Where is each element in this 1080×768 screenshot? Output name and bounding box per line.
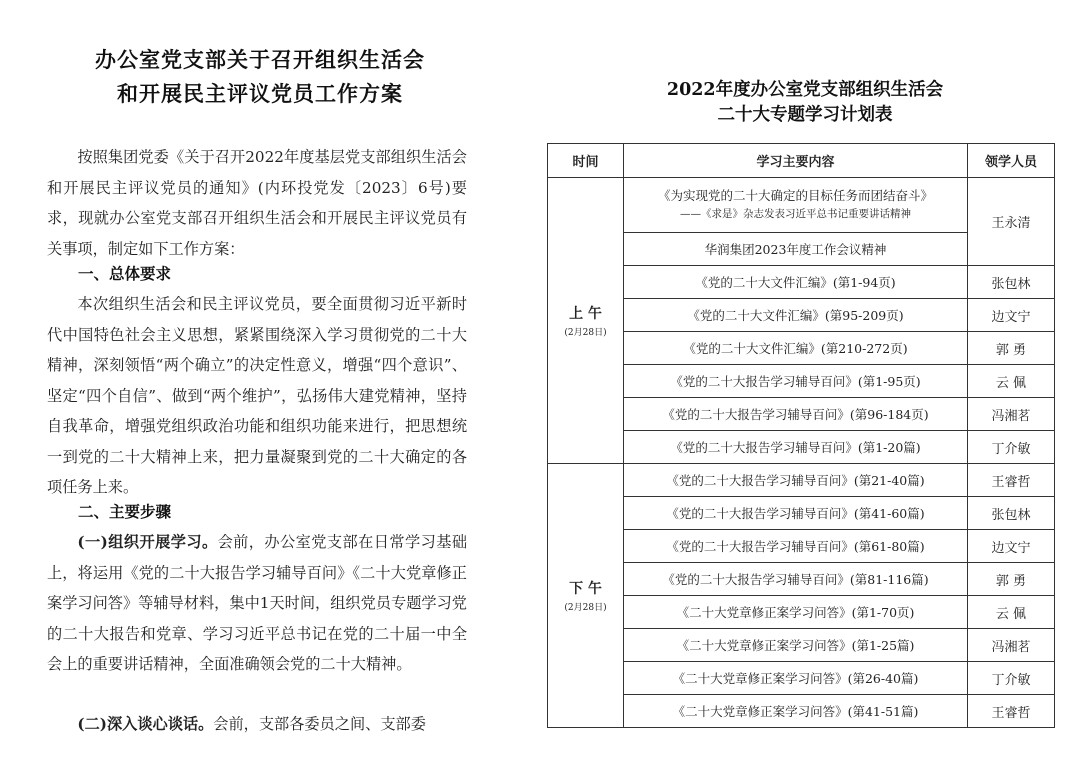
step2-text: 会前，支部各委员之间、支部委 [213,715,426,733]
leader-cell: 边文宁 [968,530,1055,563]
table-row [548,629,1055,662]
work-plan-document [0,0,520,768]
step2-paragraph [47,709,467,740]
content-cell: 《二十大党章修正案学习问答》(第1-70页) [624,596,968,629]
content-cell: 《党的二十大文件汇编》(第210-272页) [624,332,968,365]
plan-title-line2: 二十大专题学习计划表 [717,105,893,125]
table-row [548,178,1055,233]
intro-paragraph: 按照集团党委《关于召开2022年度基层党支部组织生活会和开展民主评议党员的通知》(内环投党发〔2023〕6号)要求，现就办公室党支部召开组织生活会和开展民主评议党员有关事项，制定如下工作方案： [47,148,467,258]
row1-sub-text: ——《求是》杂志发表习近平总书记重要讲话精神 [680,208,911,220]
content-cell [624,178,968,233]
morning-time-cell [548,178,624,464]
content-cell: 《党的二十大文件汇编》(第95-209页) [624,299,968,332]
leader-cell: 云 佩 [968,365,1055,398]
content-cell: 《党的二十大报告学习辅导百问》(第21-40篇) [624,464,968,497]
study-plan-table [547,143,1055,728]
table-row [548,398,1055,431]
table-row [548,431,1055,464]
morning-date: (2月28日) [564,328,607,338]
step1-text: 会前，办公室党支部在日常学习基础上，将运用《党的二十大报告学习辅导百问》《二十大党章修正案学习问答》等辅导材料，集中1天时间，组织党员专题学习党的二十大报告和党章、学习习近平总书记在党的二十届一中全会上的重要讲话精神，全面准确领会党的二十大精神。 [47,533,468,673]
content-cell: 《党的二十大报告学习辅导百问》(第41-60篇) [624,497,968,530]
header-time: 时间 [548,144,624,178]
content-cell: 《二十大党章修正案学习问答》(第1-25篇) [624,629,968,662]
leader-cell: 边文宁 [968,299,1055,332]
header-leader: 领学人员 [968,144,1055,178]
content-cell: 《党的二十大报告学习辅导百问》(第1-95页) [624,365,968,398]
leader-cell: 张包林 [968,266,1055,299]
table-row [548,695,1055,728]
table-row [548,662,1055,695]
content-cell: 《党的二十大报告学习辅导百问》(第96-184页) [624,398,968,431]
leader-cell: 张包林 [968,497,1055,530]
table-row [548,563,1055,596]
content-cell: 华润集团2023年度工作会议精神 [624,233,968,266]
leader-cell: 郭 勇 [968,563,1055,596]
heading-main-steps: 二、主要步骤 [78,502,172,521]
table-row [548,332,1055,365]
content-cell: 《党的二十大报告学习辅导百问》(第81-116篇) [624,563,968,596]
leader-cell: 丁介敏 [968,431,1055,464]
table-header-row [548,144,1055,178]
leader-cell: 丁介敏 [968,662,1055,695]
table-row [548,596,1055,629]
header-content: 学习主要内容 [624,144,968,178]
table-row [548,365,1055,398]
content-cell: 《党的二十大文件汇编》(第1-94页) [624,266,968,299]
content-cell: 《党的二十大报告学习辅导百问》(第1-20篇) [624,431,968,464]
study-plan-page [530,0,1080,768]
step1-paragraph [47,527,467,680]
table-row [548,530,1055,563]
table-row [548,497,1055,530]
row1-main-text: 《为实现党的二十大确定的目标任务而团结奋斗》 [657,188,933,203]
content-cell: 《二十大党章修正案学习问答》(第26-40篇) [624,662,968,695]
table-row [548,299,1055,332]
leader-cell: 云 佩 [968,596,1055,629]
leader-cell: 冯湘茗 [968,629,1055,662]
leader-cell: 冯湘茗 [968,398,1055,431]
afternoon-label: 下 午 [569,581,602,597]
leader-cell: 王永清 [968,178,1055,266]
content-cell: 《党的二十大报告学习辅导百问》(第61-80篇) [624,530,968,563]
afternoon-time-cell [548,464,624,728]
content-cell: 《二十大党章修正案学习问答》(第41-51篇) [624,695,968,728]
document-title-line2: 和开展民主评议党员工作方案 [117,81,403,106]
leader-cell: 王睿哲 [968,695,1055,728]
step2-label: (二)深入谈心谈话。 [77,715,214,733]
morning-label: 上 午 [569,306,602,322]
leader-cell: 王睿哲 [968,464,1055,497]
afternoon-date: (2月28日) [564,603,607,613]
document-title-line1: 办公室党支部关于召开组织生活会 [95,47,425,72]
plan-title-line1: 2022年度办公室党支部组织生活会 [666,80,944,100]
table-row [548,266,1055,299]
step1-label: (一)组织开展学习。 [77,533,218,551]
table-row [548,464,1055,497]
overall-requirements-paragraph: 本次组织生活会和民主评议党员，要全面贯彻习近平新时代中国特色社会主义思想，紧紧围绕深入学习贯彻党的二十大精神，深刻领悟“两个确立”的决定性意义，增强“四个意识”、坚定“四个自信”、做到“两个维护”，弘扬伟大建党精神，坚持自我革命，增强党组织政治功能和组织功能来进行，把思想统一到党的二十大精神上来，把力量凝聚到党的二十大确定的各项任务上来。 [47,295,467,496]
heading-overall-requirements: 一、总体要求 [78,264,172,283]
leader-cell: 郭 勇 [968,332,1055,365]
